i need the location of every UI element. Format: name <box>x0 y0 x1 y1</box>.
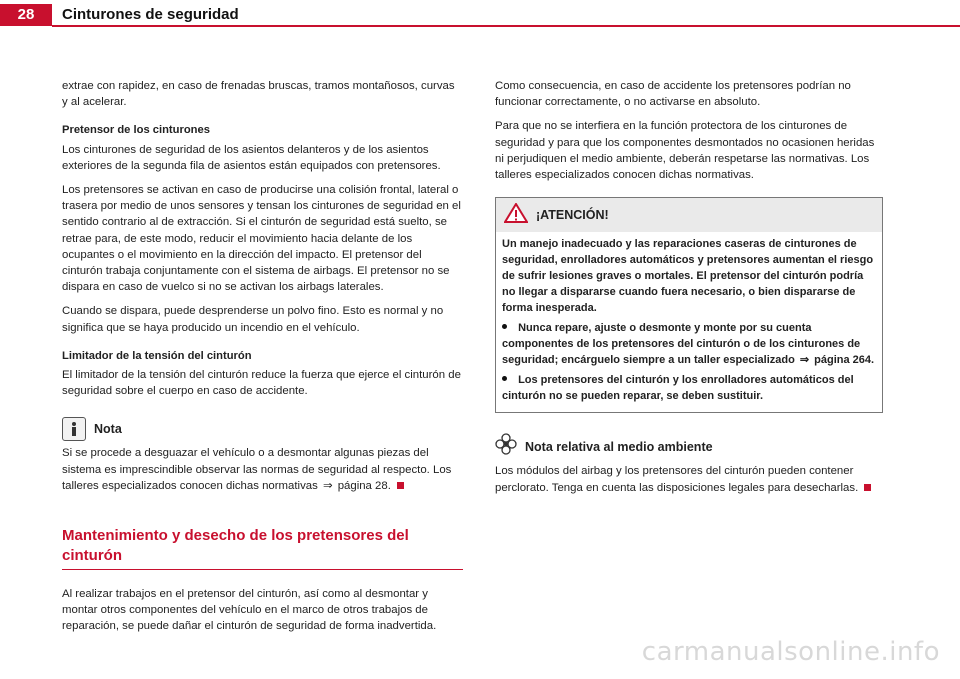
environment-text: Los módulos del airbag y los pretensores del cinturón pueden contener perclorato. Tenga en cuenta las disposiciones legales para desecharlas. <box>495 465 859 494</box>
warning-triangle-icon <box>504 203 528 228</box>
header-rule <box>52 25 960 27</box>
warning-arrow: ⇒ <box>799 354 810 367</box>
limitador-heading: Limitador de la tensión del cinturón <box>62 349 252 362</box>
left-column <box>62 78 463 643</box>
environment-paragraph <box>495 463 883 495</box>
warning-bullet-1 <box>502 320 876 368</box>
watermark: carmanualsonline.info <box>641 637 940 667</box>
warning-bullet-2 <box>502 372 876 404</box>
warning-bullet-2-text: Los pretensores del cinturón y los enrolladores automáticos del cinturón no se pueden reparar, se deben sustituir. <box>502 374 854 403</box>
bullet-icon <box>502 324 507 329</box>
intro-paragraph: extrae con rapidez, en caso de frenadas bruscas, tramos montañosos, curvas y al acelerar. <box>62 80 455 109</box>
warning-header <box>496 198 882 232</box>
pretensor-paragraph-1: Los cinturones de seguridad de los asientos delanteros y de los asientos exteriores de la segunda fila de asientos están equipados con pretensores. <box>62 143 441 172</box>
page-number: 28 <box>0 4 52 26</box>
warning-page-link[interactable]: página 264. <box>814 354 875 367</box>
chapter-title: Cinturones de seguridad <box>62 6 239 23</box>
environment-flower-icon <box>495 433 517 460</box>
note-paragraph <box>62 445 463 494</box>
pretensor-paragraph-3: Cuando se dispara, puede desprenderse un polvo fino. Esto es normal y no significa que se haya producido un incendio en el vehículo. <box>62 305 444 334</box>
right-paragraph-2: Para que no se interfiera en la función protectora de los cinturones de seguridad y para que los componentes desmontados no ocasionen heridas ni perjudiquen el medio ambiente, deberán respetarse las normativas. Los talleres especializados conocen dichas normativas. <box>495 120 875 182</box>
end-marker <box>864 484 871 491</box>
warning-bullet-1-text: Nunca repare, ajuste o desmonte y monte por su cuenta componentes de los pretensores del cinturón o de los cinturones de seguridad; encárguelo siempre a un taller especializado <box>502 322 861 367</box>
note-page-link[interactable]: página 28. <box>337 479 391 492</box>
note-header <box>62 417 463 441</box>
warning-body <box>496 232 882 412</box>
right-paragraph-1: Como consecuencia, en caso de accidente los pretensores podrían no funcionar correctamente, o no activarse en absoluto. <box>495 80 851 109</box>
note-arrow: ⇒ <box>322 479 333 492</box>
pretensor-paragraph-2: Los pretensores se activan en caso de producirse una colisión frontal, lateral o trasera por medio de unos sensores y tensan los cinturones de seguridad en el sentido contrario al de extracción. Si el cinturón de seguridad está suelto, se retrae para, de este modo, reducir el movimiento hacia delante de los ocupantes o el movimiento en la dirección del impacto. El pretensor del cinturón trabaja conjuntamente con el sistema de airbags. El pretensor no se dispara en caso de vuelco si no se activan los airbags laterales. <box>62 184 461 294</box>
end-marker <box>397 482 404 489</box>
right-column <box>495 78 883 504</box>
page-header <box>0 0 960 28</box>
warning-box <box>495 197 883 413</box>
section-paragraph: Al realizar trabajos en el pretensor del cinturón, así como al desmontar y montar otros componentes del vehículo en el marco de otros trabajos de reparación, se puede dañar el cinturón de seguridad de forma inadvertida. <box>62 588 437 633</box>
info-icon <box>62 417 86 441</box>
note-title: Nota <box>94 422 122 437</box>
pretensor-heading: Pretensor de los cinturones <box>62 124 210 137</box>
warning-intro: Un manejo inadecuado y las reparaciones caseras de cinturones de seguridad, enrolladores automáticos y pretensores aumentan el riesgo de sufrir lesiones graves o mortales. El pretensor del cinturón podría no llegar a dispararse cuando fuera necesario, o bien dispararse de forma inesperada. <box>502 238 874 315</box>
limitador-paragraph: El limitador de la tensión del cinturón reduce la fuerza que ejerce el cinturón de seguridad sobre el cuerpo en caso de accidente. <box>62 369 461 398</box>
section-title: Mantenimiento y desecho de los pretensores del cinturón <box>62 526 463 570</box>
environment-title: Nota relativa al medio ambiente <box>525 439 713 454</box>
note-text: Si se procede a desguazar el vehículo o a desmontar algunas piezas del sistema es imprescindible observar las normas de seguridad al respecto. Los talleres especializados conocen dichas normativas <box>62 447 452 492</box>
warning-title: ¡ATENCIÓN! <box>536 208 609 223</box>
environment-header <box>495 433 883 460</box>
bullet-icon <box>502 376 507 381</box>
